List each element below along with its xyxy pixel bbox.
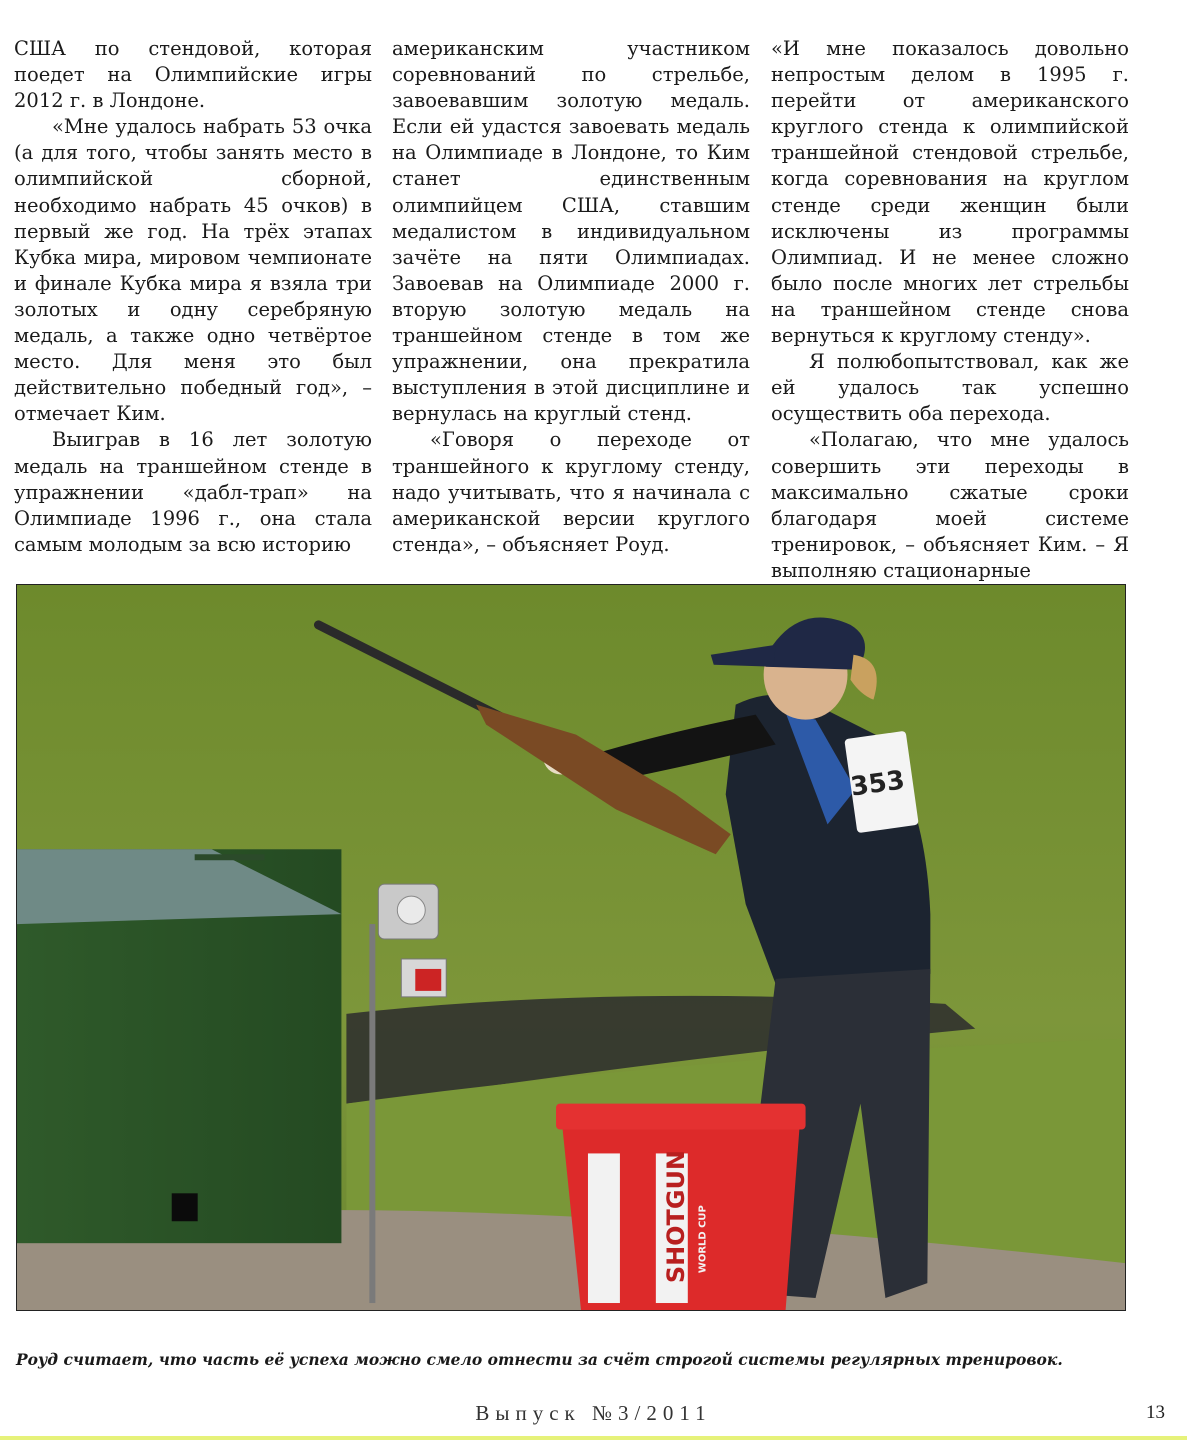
paragraph: Выиграв в 16 лет золотую медаль на траншейном стенде в упражнении «дабл-трап» на Олимпиаде 1996 г., она стала самым молодым за всю историю [14,428,372,556]
paragraph: «Говоря о переходе от траншейного к круглому стенду, надо учитывать, что я начинала с американской версии круглого стенда», – объясняет Роуд. [392,428,750,556]
paragraph: Я полюбопытствовал, как же ей удалось так успешно осуществить оба перехода. [771,350,1129,426]
page-edge [0,1436,1187,1440]
article-photo [16,584,1126,1311]
device-dial [397,896,425,924]
shooter-illustration [17,585,1125,1310]
roof-edge [195,854,265,860]
issue-label: Выпуск №3/2011 [475,1401,712,1425]
bucket-rim [556,1104,806,1130]
article-column-3 [771,36,1129,584]
page-number: 13 [1146,1402,1165,1423]
trap-house-opening [172,1193,198,1221]
photo-caption: Роуд считает, что часть её успеха можно смело отнести за счёт строгой системы регулярных тренировок. [16,1350,1063,1369]
paragraph: американским участником соревнований по стрельбе, завоевавшим золотую медаль. Если ей удастся завоевать медаль на Олимпиаде в Лондоне, то Ким станет единственным олимпийцем США, ставшим медалистом в индивидуальном зачёте на пяти Олимпиадах. Завоевав на Олимпиаде 2000 г. вторую золотую медаль на траншейном стенде в том же упражнении, она прекратила выступления в этой дисциплине и вернулась на круглый стенд. [392,37,750,426]
bucket-label-panel [588,1153,620,1303]
paragraph: «И мне показалось довольно непростым делом в 1995 г. перейти от американского круглого стенда к олимпийской траншейной стендовой стрельбе, когда соревнования на круглом стенде среди женщин были исключены из программы Олимпиад. И не менее сложно было после многих лет стрельбы на траншейном стенде снова вернуться к круглому стенду». [771,37,1129,348]
paragraph: «Полагаю, что мне удалось совершить эти переходы в максимально сжатые сроки благодаря моей системе тренировок, – объясняет Ким. – Я выполняю стационарные [771,428,1129,582]
bucket-subtitle: WORLD CUP [697,1205,709,1274]
paragraph: США по стендовой, которая поедет на Олимпийские игры 2012 г. в Лондоне. [14,37,372,113]
article-column-1 [14,36,372,558]
paragraph: «Мне удалось набрать 53 очка (а для того, чтобы занять место в олимпийской сборной, необходимо набрать 45 очков) в первый же год. На трёх этапах Кубка мира, мировом чемпионате и финале Кубка мира я взяла три золотых и одну серебряную медаль, а также одно четвёртое место. Для меня это был действительно победный год», – отмечает Ким. [14,115,372,426]
article-column-2 [392,36,750,558]
bib-number: 353 [848,765,907,803]
bucket-brand: SHOTGUN [661,1150,690,1284]
counter-pole [369,924,375,1303]
red-lamp [415,969,441,991]
